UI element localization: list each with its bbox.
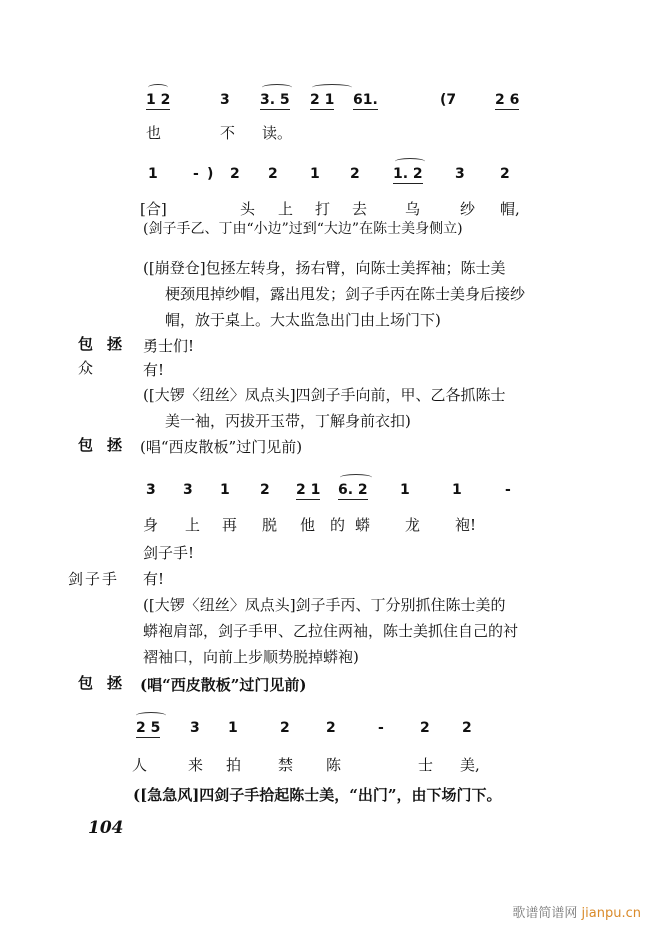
stage-direction: (剑子手乙、丁由“小边”过到“大边”在陈士美身侧立): [143, 221, 463, 237]
jianpu-note: 2: [350, 166, 360, 182]
singing-direction: (唱“西皮散板”过门见前): [140, 676, 307, 694]
lyric-char: 拍: [226, 756, 242, 774]
lyric-char: 的: [330, 516, 346, 534]
lyric-char: 也: [146, 124, 162, 142]
lyric-char: 来: [188, 756, 204, 774]
jianpu-note: 2: [500, 166, 510, 182]
slur-mark: [312, 84, 352, 91]
text-line: 美一袖，丙拔开玉带，丁解身前衣扣): [165, 412, 411, 430]
lyric-char: 陈: [326, 756, 342, 774]
dialogue-line: 有!: [143, 570, 165, 588]
lyric-char: 袍!: [455, 516, 477, 534]
speaker-label: 包拯: [78, 436, 137, 454]
text-line: 褶袖口，向前上步顺势脱掉蟒袍): [143, 648, 359, 666]
lyric-char: 不: [220, 124, 236, 142]
jianpu-note: 2: [268, 166, 278, 182]
jianpu-note: 1. 2: [393, 166, 423, 182]
dialogue-line: 剑子手!: [143, 544, 195, 562]
lyric-char: 蟒: [355, 516, 371, 534]
slur-mark: [136, 712, 166, 719]
slur-mark: [395, 158, 425, 165]
stage-direction-paragraph: [143, 592, 583, 670]
lyric-char: 帽,: [500, 200, 520, 218]
speaker-label: 众: [78, 359, 108, 377]
singing-direction: (唱“西皮散板”过门见前): [140, 438, 303, 456]
jianpu-note: 2: [462, 720, 472, 736]
jianpu-note: 3: [220, 92, 230, 108]
slur-mark: [262, 84, 292, 91]
watermark-cn: 歌谱简谱网: [512, 906, 578, 921]
dialogue-line: 勇士们!: [143, 337, 195, 355]
jianpu-note: 2: [260, 482, 270, 498]
jianpu-note: 6. 2: [338, 482, 368, 498]
text-line: ([大锣〈纽丝〉凤点头]四剑子手向前，甲、乙各抓陈士: [143, 386, 506, 404]
stage-direction-paragraph: [143, 382, 583, 434]
jianpu-note: 61.: [353, 92, 378, 108]
dialogue-line: 有!: [143, 361, 165, 379]
jianpu-note: 3: [455, 166, 465, 182]
jianpu-note: 2: [230, 166, 240, 182]
jianpu-note: 2: [326, 720, 336, 736]
jianpu-note: 1: [228, 720, 238, 736]
lyric-char: 人: [132, 756, 148, 774]
jianpu-note: 1: [452, 482, 462, 498]
lyric-char: 再: [222, 516, 238, 534]
lyric-char: 乌: [405, 200, 421, 218]
lyric-char: 打: [315, 200, 331, 218]
jianpu-note: -: [193, 166, 199, 182]
lyric-char: 他: [300, 516, 316, 534]
speaker-label: 包拯: [78, 335, 137, 353]
lyric-char: 纱: [460, 200, 476, 218]
lyric-char: [合]: [140, 200, 167, 218]
slur-mark: [148, 84, 168, 91]
slur-mark: [340, 474, 372, 481]
text-line: 蟒袍肩部，剑子手甲、乙拉住两袖，陈士美抓住自己的衬: [143, 622, 519, 640]
jianpu-note: 2 6: [495, 92, 520, 108]
jianpu-note: 3: [190, 720, 200, 736]
stage-direction: ([急急风]四剑子手拾起陈士美，“出门”，由下场门下。: [133, 786, 502, 804]
lyric-char: 士: [418, 756, 434, 774]
watermark: [512, 902, 641, 921]
jianpu-note: 2: [280, 720, 290, 736]
jianpu-note: 2: [420, 720, 430, 736]
jianpu-note: 3: [146, 482, 156, 498]
lyric-char: 禁: [278, 756, 294, 774]
jianpu-note: -: [378, 720, 384, 736]
jianpu-note: 1: [220, 482, 230, 498]
text-line: ([崩登仓]包拯左转身，扬右臂，向陈士美挥袖；陈士美: [143, 259, 506, 277]
jianpu-note: 1 2: [146, 92, 171, 108]
lyric-char: 身: [143, 516, 159, 534]
jianpu-note: ): [207, 166, 214, 182]
text-line: 梗颈甩掉纱帽，露出甩发；剑子手丙在陈士美身后接纱: [165, 285, 526, 303]
jianpu-note: 1: [400, 482, 410, 498]
jianpu-note: 2 1: [296, 482, 321, 498]
stage-direction-paragraph: [143, 255, 583, 333]
speaker-label: 剑子手: [68, 570, 120, 588]
watermark-en: jianpu.cn: [581, 906, 641, 921]
lyric-char: 美,: [460, 756, 480, 774]
lyric-char: 龙: [405, 516, 421, 534]
jianpu-note: 3: [183, 482, 193, 498]
lyric-char: 脱: [262, 516, 278, 534]
page-number: 104: [88, 818, 124, 838]
jianpu-note: (7: [440, 92, 457, 108]
text-line: ([大锣〈纽丝〉凤点头]剑子手丙、丁分别抓住陈士美的: [143, 596, 506, 614]
jianpu-note: 1: [310, 166, 320, 182]
speaker-label: 包拯: [78, 674, 137, 692]
jianpu-note: 3. 5: [260, 92, 290, 108]
lyric-char: 上: [185, 516, 201, 534]
jianpu-note: -: [505, 482, 511, 498]
text-line: 帽，放于桌上。大太监急出门由上场门下): [165, 311, 441, 329]
lyric-char: 上: [278, 200, 294, 218]
jianpu-note: 1: [148, 166, 158, 182]
lyric-char: 头: [240, 200, 256, 218]
lyric-char: 去: [352, 200, 368, 218]
lyric-char: 读。: [262, 124, 293, 142]
jianpu-note: 2 5: [136, 720, 161, 736]
jianpu-note: 2 1: [310, 92, 335, 108]
